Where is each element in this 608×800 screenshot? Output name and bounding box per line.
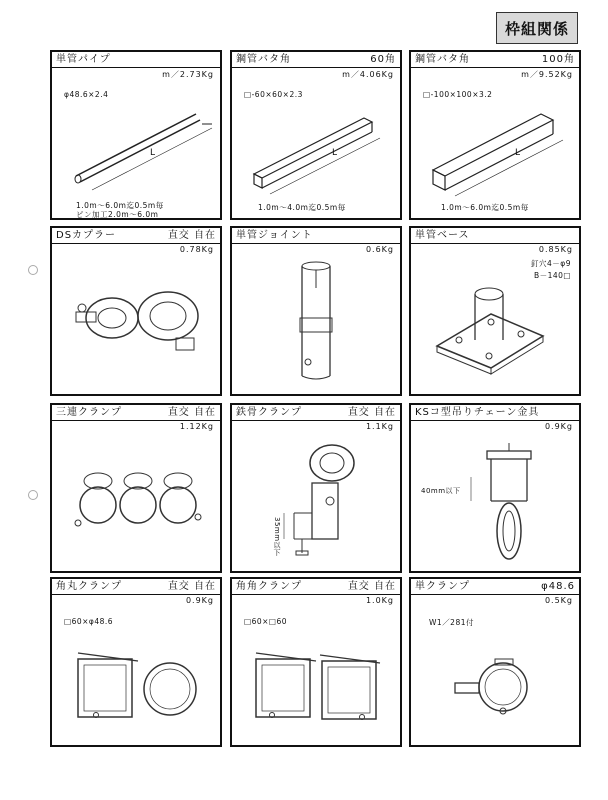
card-subtitle: 直交 自在 xyxy=(167,581,216,592)
card-title: 鉄骨クランプ xyxy=(236,407,302,418)
pipe-illustration xyxy=(52,52,220,218)
card-weight: 0.78Kg xyxy=(179,245,214,254)
card-weight: m／4.06Kg xyxy=(342,70,394,79)
card-subtitle: φ48.6 xyxy=(541,581,575,592)
product-card-pipe-joint xyxy=(230,226,402,396)
square-round-clamp-illustration xyxy=(52,579,220,745)
base-illustration xyxy=(411,228,579,394)
square-pipe-illustration xyxy=(411,52,579,218)
coupler-illustration xyxy=(52,228,220,394)
card-weight: 1.1Kg xyxy=(365,422,394,431)
card-subtitle: 直交 自在 xyxy=(167,407,216,418)
triple-clamp-illustration xyxy=(52,405,220,571)
card-spec: 釘穴4－φ9 xyxy=(531,259,571,268)
length-label: L xyxy=(150,148,156,158)
card-title: 単クランプ xyxy=(415,581,470,592)
square-square-clamp-illustration xyxy=(232,579,400,745)
section-tag: 枠組関係 xyxy=(496,12,578,44)
square-pipe-illustration xyxy=(232,52,400,218)
product-card-pipe-base xyxy=(409,226,581,396)
product-card-square-round-clamp xyxy=(50,577,222,747)
card-note: 1.0m～6.0m迄0.5m毎 xyxy=(76,201,164,210)
card-subtitle: 直交 自在 xyxy=(347,581,396,592)
card-title: 鋼管バタ角 xyxy=(236,54,291,65)
card-spec: □60×φ48.6 xyxy=(64,617,114,626)
dimension-label: 40mm以下 xyxy=(421,487,461,495)
card-title: KSコ型吊りチェーン金具 xyxy=(415,407,540,418)
card-subtitle: 60角 xyxy=(370,54,396,65)
product-card-ds-coupler xyxy=(50,226,222,396)
card-spec: φ48.6×2.4 xyxy=(64,90,109,99)
card-weight: 1.0Kg xyxy=(365,596,394,605)
length-label: L xyxy=(332,148,338,158)
punch-hole xyxy=(28,490,38,500)
card-subtitle: 直交 自在 xyxy=(347,407,396,418)
product-card-square-100 xyxy=(409,50,581,220)
product-card-steel-clamp xyxy=(230,403,402,573)
single-clamp-illustration xyxy=(411,579,579,745)
card-weight: m／2.73Kg xyxy=(162,70,214,79)
product-card-pipe xyxy=(50,50,222,220)
card-title: 三連クランプ xyxy=(56,407,122,418)
length-label: L xyxy=(515,148,521,158)
card-subtitle: 100角 xyxy=(541,54,575,65)
product-card-single-clamp xyxy=(409,577,581,747)
product-card-triple-clamp xyxy=(50,403,222,573)
card-spec: B－140□ xyxy=(533,271,571,280)
card-weight: 0.9Kg xyxy=(185,596,214,605)
card-title: 単管ジョイント xyxy=(236,230,313,241)
card-weight: 1.12Kg xyxy=(179,422,214,431)
product-card-chain-fitting xyxy=(409,403,581,573)
card-title: DSカプラー xyxy=(56,230,117,241)
card-title: 角角クランプ xyxy=(236,581,302,592)
card-weight: 0.6Kg xyxy=(365,245,394,254)
card-weight: 0.5Kg xyxy=(544,596,573,605)
card-spec: W1／281付 xyxy=(429,618,475,627)
card-note: 1.0m～6.0m迄0.5m毎 xyxy=(441,203,529,212)
punch-hole xyxy=(28,265,38,275)
card-weight: 0.9Kg xyxy=(544,422,573,431)
card-spec: □-60×60×2.3 xyxy=(244,90,303,99)
card-note: 1.0m～4.0m迄0.5m毎 xyxy=(258,203,346,212)
dimension-label: 35mm以下 xyxy=(273,517,281,557)
card-weight: m／9.52Kg xyxy=(521,70,573,79)
card-weight: 0.85Kg xyxy=(538,245,573,254)
card-title: 単管ベース xyxy=(415,230,470,241)
card-title: 角丸クランプ xyxy=(56,581,122,592)
card-title: 単管パイプ xyxy=(56,54,111,65)
steel-clamp-illustration xyxy=(232,405,400,571)
product-card-square-square-clamp xyxy=(230,577,402,747)
card-spec: □-100×100×3.2 xyxy=(423,90,493,99)
card-subtitle: 直交 自在 xyxy=(167,230,216,241)
card-title: 鋼管バタ角 xyxy=(415,54,470,65)
joint-illustration xyxy=(232,228,400,394)
card-spec: □60×□60 xyxy=(244,617,288,626)
card-note: ピン加工2.0m～6.0m xyxy=(76,210,159,219)
product-card-square-60 xyxy=(230,50,402,220)
